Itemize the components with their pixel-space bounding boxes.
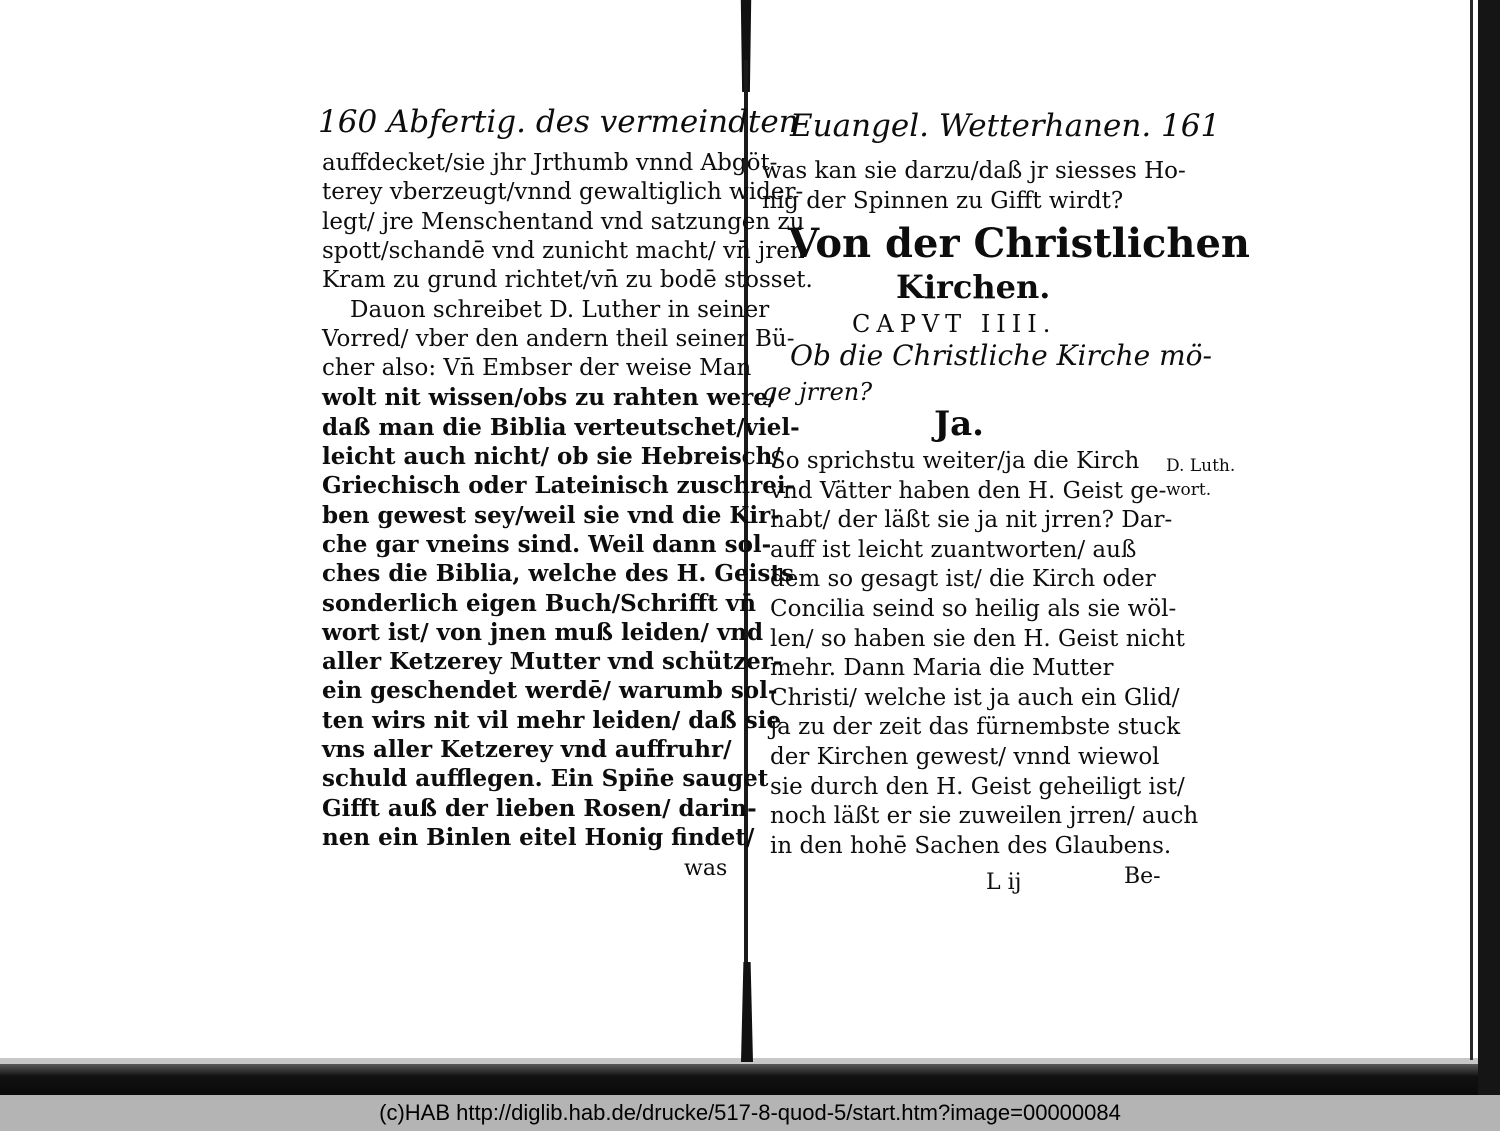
- left-body-line: wolt nit wissen/obs zu rahten were/: [322, 384, 777, 412]
- left-body-line: Griechisch oder Lateinisch zuschrei-: [322, 472, 796, 500]
- right-body-line: sie durch den H. Geist geheiligt ist/: [770, 773, 1185, 800]
- chapter-title-line-2: Kirchen.: [896, 268, 1051, 306]
- left-body-line: che gar vneins sind. Weil dann sol-: [322, 530, 772, 558]
- chapter-question-line-2: ge jrren?: [762, 378, 873, 406]
- left-body-line: ten wirs nit vil mehr leiden/ daß sie: [322, 706, 782, 734]
- left-body-line: terey vberzeugt/vnnd gewaltiglich wider-: [322, 179, 804, 206]
- left-body-line: auffdecket/sie jhr Jrthumb vnnd Abgöt-: [322, 150, 778, 176]
- right-body-line: So sprichstu weiter/ja die Kirch: [770, 448, 1140, 474]
- left-body-line: nen ein Binlen eitel Honig findet/: [322, 823, 755, 851]
- left-page-header: 160 Abfertig. des vermeindten: [318, 104, 799, 140]
- left-body-line: legt/ jre Menschentand vnd satzungen zu: [322, 208, 805, 235]
- left-body-line: sonderlich eigen Buch/Schrifft vn̄: [322, 589, 756, 617]
- left-body-line: leicht auch nicht/ ob sie Hebreisch/: [322, 443, 781, 470]
- left-body-line: ein geschendet werdē/ warumb sol-: [322, 677, 778, 705]
- left-catchword: was: [684, 856, 728, 881]
- page-edge-line: [1470, 0, 1473, 1060]
- left-body-line: wort ist/ von jnen muß leiden/ vnd: [322, 618, 764, 646]
- right-body-line: Concilia seind so heilig als sie wöl-: [770, 596, 1177, 622]
- left-body-line: Kram zu grund richtet/vn̄ zu bodē stosset.: [322, 267, 813, 294]
- right-body-line: vnd Vätter haben den H. Geist ge-: [770, 477, 1167, 504]
- left-body-line: daß man die Biblia verteutschet/viel-: [322, 413, 800, 441]
- left-body-line: aller Ketzerey Mutter vnd schützer-: [322, 648, 783, 676]
- right-body-line: ja zu der zeit das fürnembste stuck: [770, 714, 1181, 741]
- binding-bottom: [735, 962, 759, 1062]
- chapter-title: Von der Christlichen: [788, 220, 1251, 267]
- chapter-question: Ob die Christliche Kirche mö-: [790, 339, 1212, 372]
- margin-note-line-2: wort.: [1166, 480, 1212, 500]
- citation-url: (c)HAB http://diglib.hab.de/drucke/517-8-quod-5/start.htm?image=00000084: [379, 1100, 1121, 1125]
- citation-footer: [0, 1095, 1500, 1131]
- scanner-edge-right: [1478, 0, 1500, 1095]
- left-body-line: Vorred/ vber den andern theil seiner Bü-: [322, 325, 795, 352]
- right-catchword: Be-: [1124, 864, 1161, 889]
- caput-heading: CAPVT IIII.: [852, 310, 1057, 338]
- left-body-line: ben gewest sey/weil sie vnd die Kir-: [322, 501, 780, 529]
- left-body-line: spott/schandē vnd zunicht macht/ vn̄ jren: [322, 237, 805, 264]
- margin-note: D. Luth.: [1166, 456, 1236, 476]
- right-body-line: len/ so haben sie den H. Geist nicht: [770, 625, 1185, 652]
- scanner-edge-bottom: [0, 1064, 1500, 1095]
- left-body-line: ches die Biblia, welche des H. Geists: [322, 560, 794, 588]
- signature-mark: L ij: [986, 870, 1022, 895]
- right-body-line: auff ist leicht zuantworten/ auß: [770, 536, 1137, 563]
- right-body-line: Christi/ welche ist ja auch ein Glid/: [770, 684, 1180, 711]
- right-body-line: dem so gesagt ist/ die Kirch oder: [770, 566, 1156, 593]
- left-body-line: schuld aufflegen. Ein Spin̄e sauget: [322, 765, 769, 793]
- right-body-line: der Kirchen gewest/ vnnd wiewol: [770, 744, 1160, 770]
- left-body-line: cher also: Vn̄ Embser der weise Man: [322, 355, 752, 382]
- right-body-line: habt/ der läßt sie ja nit jrren? Dar-: [770, 507, 1173, 534]
- left-body-line: Gifft auß der lieben Rosen/ darin-: [322, 794, 757, 822]
- right-intro-line: was kan sie darzu/daß jr siesses Ho-: [762, 158, 1186, 184]
- right-intro-line: nig der Spinnen zu Gifft wirdt?: [762, 188, 1124, 214]
- left-body-line: Dauon schreibet D. Luther in seiner: [350, 296, 770, 323]
- right-body-line: noch läßt er sie zuweilen jrren/ auch: [770, 803, 1199, 830]
- left-body-line: vns aller Ketzerey vnd auffruhr/: [322, 736, 732, 763]
- right-body-line: in den hohē Sachen des Glaubens.: [770, 832, 1172, 859]
- answer-heading: Ja.: [934, 404, 984, 444]
- right-page-header: Euangel. Wetterhanen. 161: [790, 108, 1221, 144]
- right-body-line: mehr. Dann Maria die Mutter: [770, 655, 1114, 682]
